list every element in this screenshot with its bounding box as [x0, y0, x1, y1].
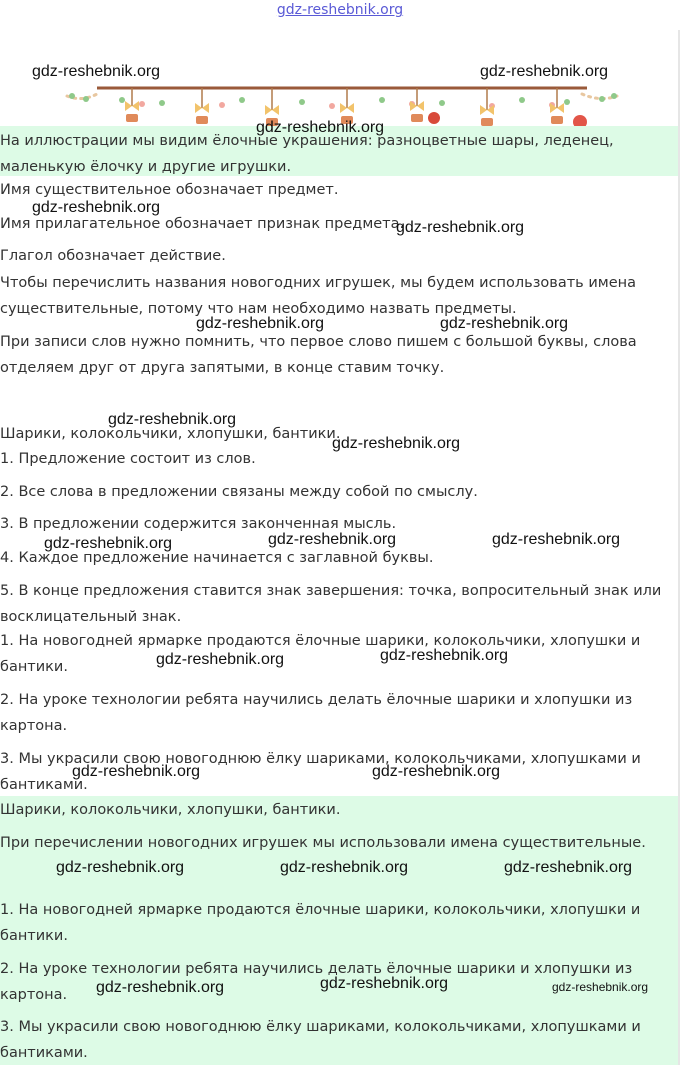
watermark: gdz-reshebnik.org [32, 63, 161, 80]
watermark: gdz-reshebnik.org [320, 975, 449, 992]
paragraph-3: Имя прилагательное обозначает признак предмета. [0, 216, 405, 232]
watermark: gdz-reshebnik.org [440, 315, 569, 332]
watermark: gdz-reshebnik.org [56, 859, 185, 876]
list-item: 5. В конце предложения ставится знак завершения: точка, вопросительный знак или восклицательный знак. [0, 583, 662, 625]
watermark: gdz-reshebnik.org [72, 763, 201, 780]
paragraph-7: Шарики, колокольчики, хлопушки, бантики. [0, 426, 341, 442]
watermark: gdz-reshebnik.org [280, 859, 409, 876]
paragraph-5: Чтобы перечислить названия новогодних игрушек, мы будем использовать имена существительные, потому что нам необходимо назвать предметы. [0, 275, 636, 317]
list-item: 3. В предложении содержится законченная мысль. [0, 516, 397, 532]
sentence-item: 1. На новогодней ярмарке продаются ёлочные шарики, колокольчики, хлопушки и бантики. [0, 633, 641, 675]
list-item: 4. Каждое предложение начинается с заглавной буквы. [0, 550, 434, 566]
watermark: gdz-reshebnik.org [372, 763, 501, 780]
sentence-item: 2. На уроке технологии ребята научились делать ёлочные шарики и хлопушки из картона. [0, 961, 633, 1003]
watermark: gdz-reshebnik.org [196, 315, 325, 332]
paragraph-1: На иллюстрации мы видим ёлочные украшения: разноцветные шары, леденец, маленькую ёлочку и другие игрушки. [0, 133, 614, 175]
watermark: gdz-reshebnik.org [492, 531, 621, 548]
watermark: gdz-reshebnik.org [480, 63, 609, 80]
list-item: 2. Все слова в предложении связаны между собой по смыслу. [0, 484, 478, 500]
watermark: gdz-reshebnik.org [552, 980, 649, 994]
watermark: gdz-reshebnik.org [504, 859, 633, 876]
sentence-item: 3. Мы украсили свою новогоднюю ёлку шариками, колокольчиками, хлопушками и бантиками. [0, 751, 641, 793]
watermark: gdz-reshebnik.org [332, 435, 461, 452]
watermark: gdz-reshebnik.org [108, 411, 237, 428]
site-link[interactable]: gdz-reshebnik.org [276, 2, 404, 18]
watermark: gdz-reshebnik.org [96, 979, 225, 996]
watermark: gdz-reshebnik.org [396, 219, 525, 236]
paragraph-4: Глагол обозначает действие. [0, 248, 226, 264]
sentence-item: 2. На уроке технологии ребята научились делать ёлочные шарики и хлопушки из картона. [0, 692, 633, 734]
paragraph-6: При записи слов нужно помнить, что первое слово пишем с большой буквы, слова отделяем друг от друга запятыми, в конце ставим точку. [0, 334, 637, 376]
list-item: 1. Предложение состоит из слов. [0, 451, 256, 467]
watermark: gdz-reshebnik.org [32, 199, 161, 216]
sentence-item: 1. На новогодней ярмарке продаются ёлочные шарики, колокольчики, хлопушки и бантики. [0, 902, 641, 944]
watermark: gdz-reshebnik.org [380, 647, 509, 664]
watermark: gdz-reshebnik.org [268, 531, 397, 548]
watermark: gdz-reshebnik.org [44, 535, 173, 552]
paragraph-answer: Шарики, колокольчики, хлопушки, бантики. [0, 802, 341, 818]
sentence-item: 3. Мы украсили свою новогоднюю ёлку шариками, колокольчиками, хлопушками и бантиками. [0, 1019, 641, 1061]
paragraph-2: Имя существительное обозначает предмет. [0, 182, 339, 198]
watermark: gdz-reshebnik.org [156, 651, 285, 668]
watermark: gdz-reshebnik.org [256, 119, 385, 136]
paragraph-conclusion: При перечислении новогодних игрушек мы использовали имена существительные. [0, 835, 646, 851]
